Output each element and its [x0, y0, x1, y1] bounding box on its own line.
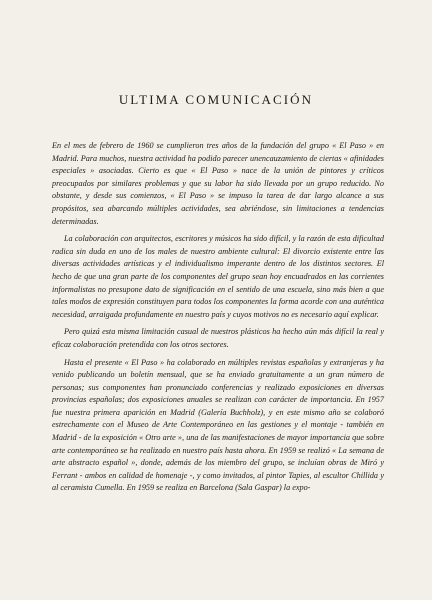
page-title: ULTIMA COMUNICACIÓN: [118, 92, 314, 107]
paragraph-1: En el mes de febrero de 1960 se cumplieron tres años de la fundación del grupo « El Paso » en Madrid. Para muchos, nuestra actividad ha podido parecer unencauzamiento de ciertas « afinidades especiales » asociadas. Cierto es que « El Paso » nace de la unión de pintores y críticos preocupados por similares problemas y que su labor ha sido llevada por un grupo reducido. No obstante, y desde sus comienzos, « El Paso » se impuso la tarea de dar largo alcance a sus propósitos, sea abarcando múltiples actividades, sea abriéndose, sin limitaciones a tendencias determinadas.: [52, 141, 384, 226]
body-text: [52, 140, 384, 500]
paragraph-3: Pero quizá esta misma limitación casual de nuestros plásticos ha hecho aún más difícil la real y eficaz colaboración pretendida con los otros sectores.: [52, 327, 384, 349]
paragraph-4: Hasta el presente « El Paso » ha colaborado en múltiples revistas españolas y extranjeras y ha venido publicando un boletín mensual, que se ha enviado gratuitamente a un gran número de personas; sus componentes han pronunciado conferencias y realizado exposiciones en diversas provincias españolas; dos exposiciones anuales se realizan con carácter de importancia. En 1957 fue nuestra primera aparición en Madrid (Galería Buchholz), y en este mismo año se colaboró estrechamente con el Museo de Arte Contemporáneo en las gestiones y el montaje - también en Madrid - de la exposición « Otro arte », una de las manifestaciones de mayor importancia que sobre arte contemporáneo se ha realizado en nuestro país hasta ahora. En 1959 se realizó « La semana de arte abstracto español », donde, además de los miembro del grupo, se incluían obras de Miró y Ferrant - ambos en calidad de homenaje -, y como invitados, al pintor Tapies, al escultor Chillida y al ceramista Cumella. En 1959 se realiza en Barcelona (Sala Gaspar) la expo-: [52, 357, 384, 493]
paragraph-2: La colaboración con arquitectos, escritores y músicos ha sido difícil, y la razón de esta dificultad radica sin duda en uno de los males de nuestro ambiente cultural: El divorcio existente entre las diversas actividades artísticas y el individualismo imperante dentro de los distintos sectores. El hecho de que una gran parte de los componentes del grupo sean hoy encuadrados en las corrientes informalistas no presupone dato de significación en el sentido de una escuela, sino más bien a que tales modos de expresión constituyen para todos los componentes la forma acorde con una auténtica necesidad, arraigada profundamente en nuestro país y cuyos motivos no es necesario aquí explicar.: [52, 234, 384, 319]
